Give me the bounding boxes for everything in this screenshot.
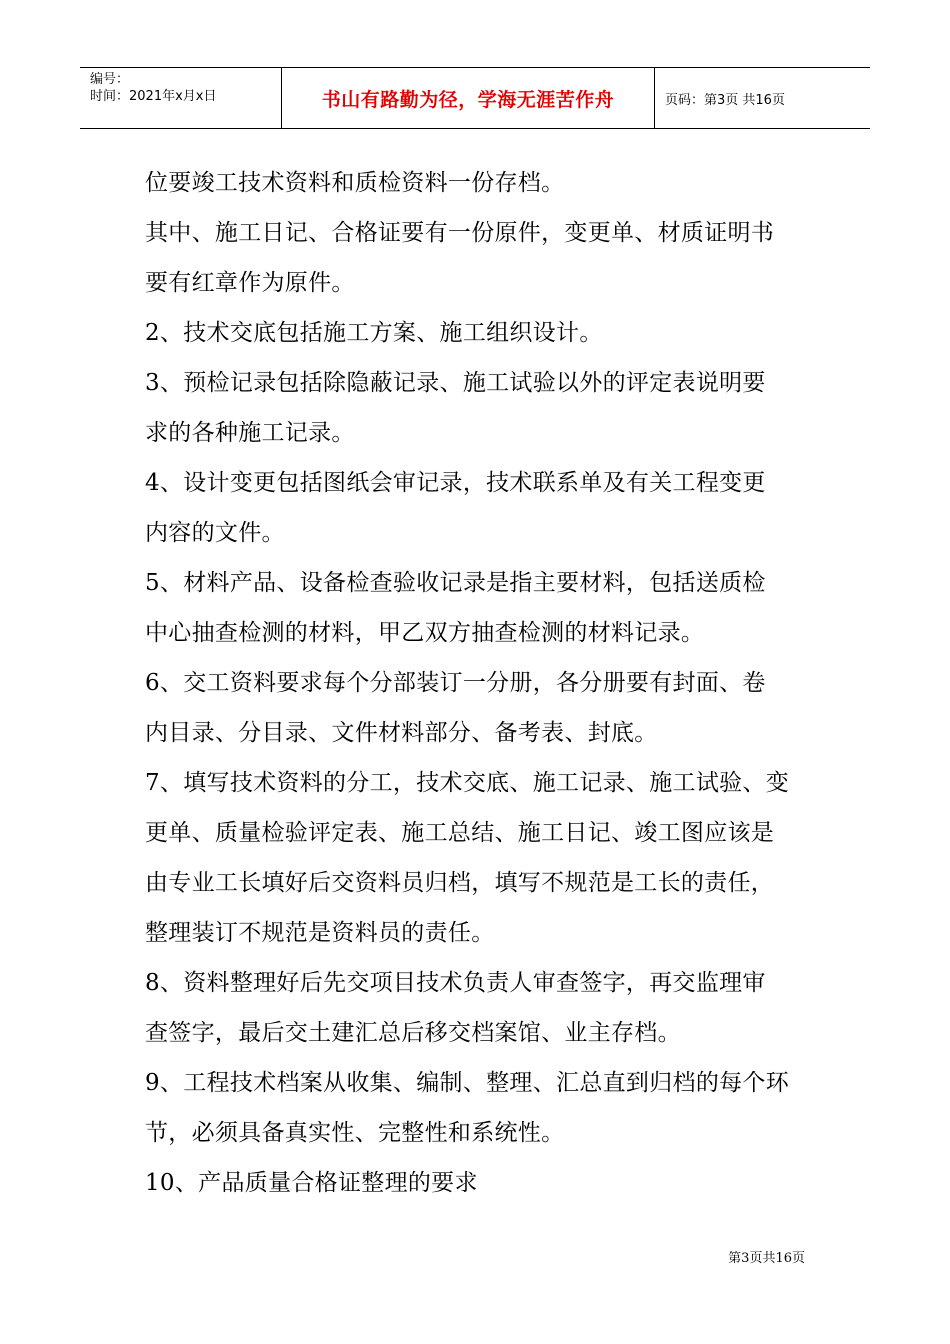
page-footer: 第3页共16页 bbox=[728, 1251, 805, 1266]
body-line: 位要竣工技术资料和质检资料一份存档。 bbox=[145, 170, 565, 196]
body-line: 查签字，最后交土建汇总后移交档案馆、业主存档。 bbox=[145, 1020, 681, 1046]
page-header bbox=[80, 67, 870, 129]
body-line: 6、交工资料要求每个分部装订一分册，各分册要有封面、卷 bbox=[145, 670, 766, 696]
body-line: 内容的文件。 bbox=[145, 520, 285, 546]
body-line: 中心抽查检测的材料，甲乙双方抽查检测的材料记录。 bbox=[145, 620, 705, 646]
body-line: 4、设计变更包括图纸会审记录，技术联系单及有关工程变更 bbox=[145, 470, 766, 496]
header-meta bbox=[80, 68, 282, 128]
header-motto: 书山有路勤为径，学海无涯苦作舟 bbox=[282, 68, 655, 128]
body-line: 节，必须具备真实性、完整性和系统性。 bbox=[145, 1120, 565, 1146]
document-body bbox=[145, 158, 815, 1208]
body-line: 3、预检记录包括除隐蔽记录、施工试验以外的评定表说明要 bbox=[145, 370, 766, 396]
body-line: 其中、施工日记、合格证要有一份原件，变更单、材质证明书 bbox=[145, 220, 775, 246]
body-line: 内目录、分目录、文件材料部分、备考表、封底。 bbox=[145, 720, 658, 746]
body-line: 要有红章作为原件。 bbox=[145, 270, 355, 296]
body-line: 7、填写技术资料的分工，技术交底、施工记录、施工试验、变 bbox=[145, 770, 790, 796]
body-line: 更单、质量检验评定表、施工总结、施工日记、竣工图应该是 bbox=[145, 820, 775, 846]
body-line: 由专业工长填好后交资料员归档，填写不规范是工长的责任， bbox=[145, 870, 775, 896]
header-page-info: 页码：第3页 共16页 bbox=[665, 92, 785, 108]
body-line: 9、工程技术档案从收集、编制、整理、汇总直到归档的每个环 bbox=[145, 1070, 790, 1096]
body-line: 8、资料整理好后先交项目技术负责人审查签字，再交监理审 bbox=[145, 970, 766, 996]
body-line: 求的各种施工记录。 bbox=[145, 420, 355, 446]
body-line: 整理装订不规范是资料员的责任。 bbox=[145, 920, 495, 946]
body-line: 2、技术交底包括施工方案、施工组织设计。 bbox=[145, 320, 603, 346]
body-line: 10、产品质量合格证整理的要求 bbox=[145, 1170, 478, 1196]
time-label: 时间：2021年x月x日 bbox=[90, 89, 217, 104]
body-line: 5、材料产品、设备检查验收记录是指主要材料，包括送质检 bbox=[145, 570, 766, 596]
number-label: 编号： bbox=[90, 72, 130, 87]
